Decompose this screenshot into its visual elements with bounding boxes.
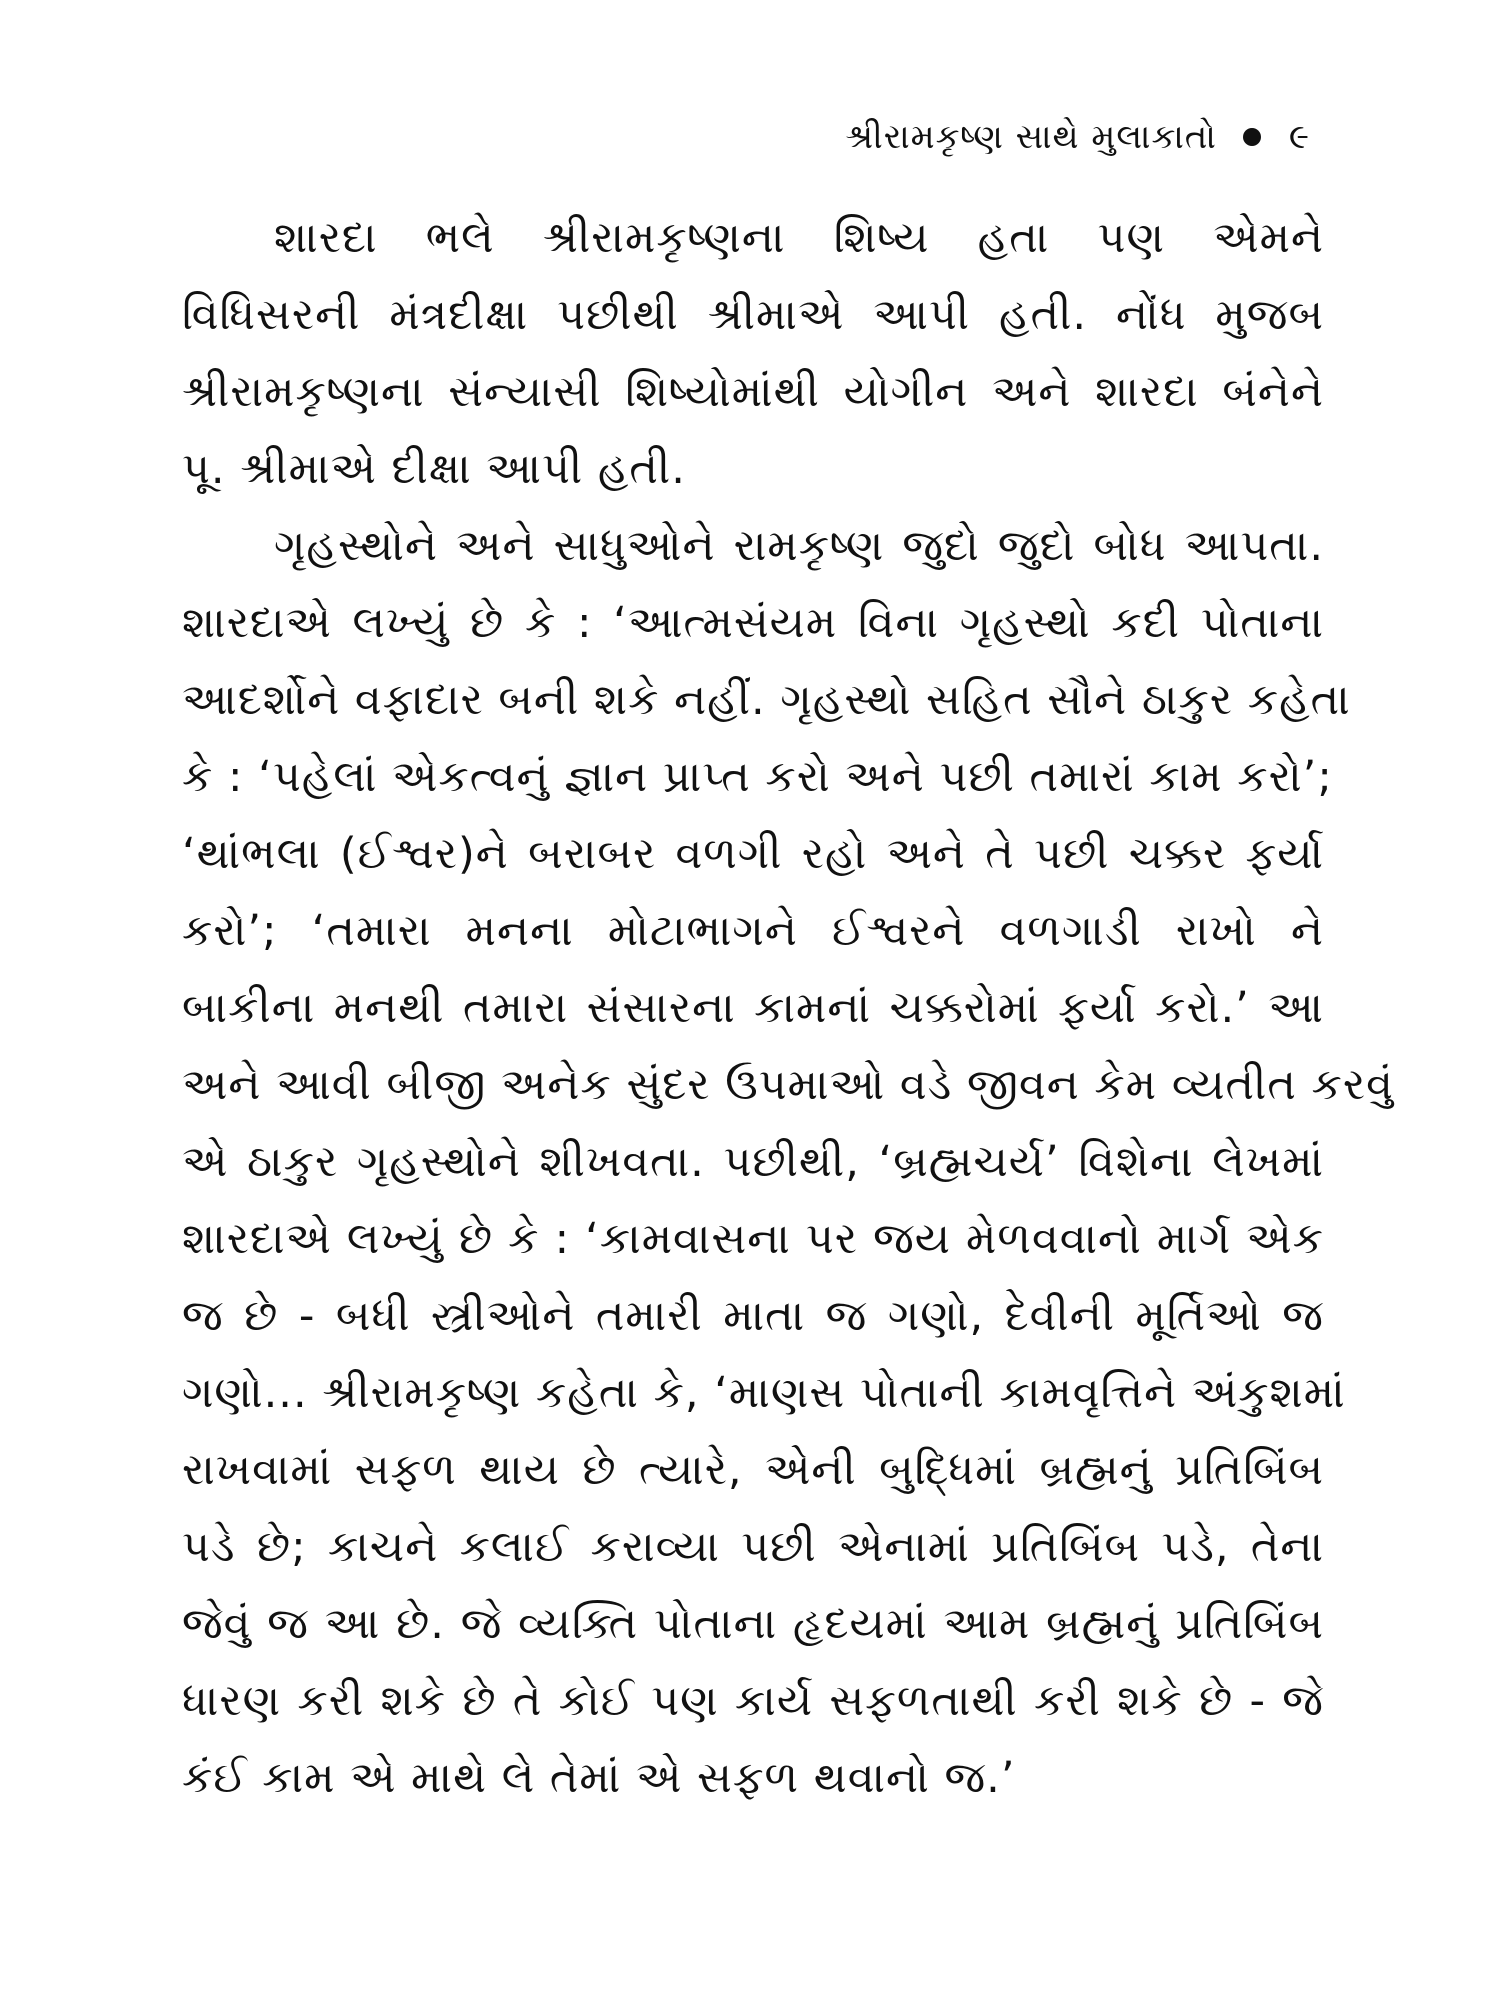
text-line: શારદાએ લખ્યું છે કે : ‘આત્મસંયમ વિના ગૃહસ્થો કદી પોતાના bbox=[182, 598, 1324, 648]
text-line: આદર્શોને વફાદાર બની શકે નહીં. ગૃહસ્થો સહિત સૌને ઠાકુર કહેતા bbox=[182, 675, 1351, 725]
running-header-title: શ્રીરામકૃષ્ણ સાથે મુલાકાતો bbox=[845, 117, 1217, 157]
text-line: બાકીના મનથી તમારા સંસારના કામનાં ચક્કરોમાં ફર્યા કરો.’ આ bbox=[182, 983, 1324, 1033]
text-line: ગણો... શ્રીરામકૃષ્ણ કહેતા કે, ‘માણસ પોતાની કામવૃત્તિને અંકુશમાં bbox=[182, 1368, 1346, 1418]
text-line: જ છે - બધી સ્ત્રીઓને તમારી માતા જ ગણો, દેવીની મૂર્તિઓ જ bbox=[182, 1291, 1324, 1341]
text-line: પૂ. શ્રીમાએ દીક્ષા આપી હતી. bbox=[182, 444, 686, 494]
body-text bbox=[182, 200, 1394, 1817]
text-line: ગૃહસ્થોને અને સાધુઓને રામકૃષ્ણ જુદો જુદો બોધ આપતા. bbox=[274, 521, 1324, 571]
text-line: કરો’; ‘તમારા મનના મોટાભાગને ઈશ્વરને વળગાડી રાખો ને bbox=[182, 906, 1324, 956]
text-line: શારદા ભલે શ્રીરામકૃષ્ણના શિષ્ય હતા પણ એમને bbox=[274, 213, 1324, 263]
text-line: શારદાએ લખ્યું છે કે : ‘કામવાસના પર જય મેળવવાનો માર્ગ એક bbox=[182, 1214, 1324, 1264]
paragraph-1 bbox=[182, 200, 1324, 508]
bullet-separator-icon bbox=[1243, 128, 1261, 146]
text-line: વિધિસરની મંત્રદીક્ષા પછીથી શ્રીમાએ આપી હતી. નોંધ મુજબ bbox=[182, 290, 1324, 340]
paragraph-2 bbox=[182, 508, 1394, 1817]
text-line: પડે છે; કાચને કલાઈ કરાવ્યા પછી એનામાં પ્રતિબિંબ પડે, તેના bbox=[182, 1522, 1324, 1572]
page-number: ૯ bbox=[1288, 117, 1310, 157]
text-line: કે : ‘પહેલાં એકત્વનું જ્ઞાન પ્રાપ્ત કરો અને પછી તમારાં કામ કરો’; bbox=[182, 752, 1333, 802]
text-line: એ ઠાકુર ગૃહસ્થોને શીખવતા. પછીથી, ‘બ્રહ્મચર્ય’ વિશેના લેખમાં bbox=[182, 1137, 1324, 1187]
text-line: અને આવી બીજી અનેક સુંદર ઉપમાઓ વડે જીવન કેમ વ્યતીત કરવું bbox=[182, 1060, 1394, 1110]
running-header bbox=[845, 112, 1310, 162]
text-line: શ્રીરામકૃષ્ણના સંન્યાસી શિષ્યોમાંથી યોગીન અને શારદા બંનેને bbox=[182, 367, 1324, 417]
text-line: રાખવામાં સફળ થાય છે ત્યારે, એની બુદ્ધિમાં બ્રહ્મનું પ્રતિબિંબ bbox=[182, 1445, 1324, 1495]
text-line: ધારણ કરી શકે છે તે કોઈ પણ કાર્ય સફળતાથી કરી શકે છે - જે bbox=[182, 1676, 1324, 1726]
text-line: ‘થાંભલા (ઈશ્વર)ને બરાબર વળગી રહો અને તે પછી ચક્કર ફર્યા bbox=[182, 829, 1324, 879]
text-line: જેવું જ આ છે. જે વ્યક્તિ પોતાના હૃદયમાં આમ બ્રહ્મનું પ્રતિબિંબ bbox=[182, 1599, 1324, 1649]
text-line: કંઈ કામ એ માથે લે તેમાં એ સફળ થવાનો જ.’ bbox=[182, 1753, 1016, 1803]
